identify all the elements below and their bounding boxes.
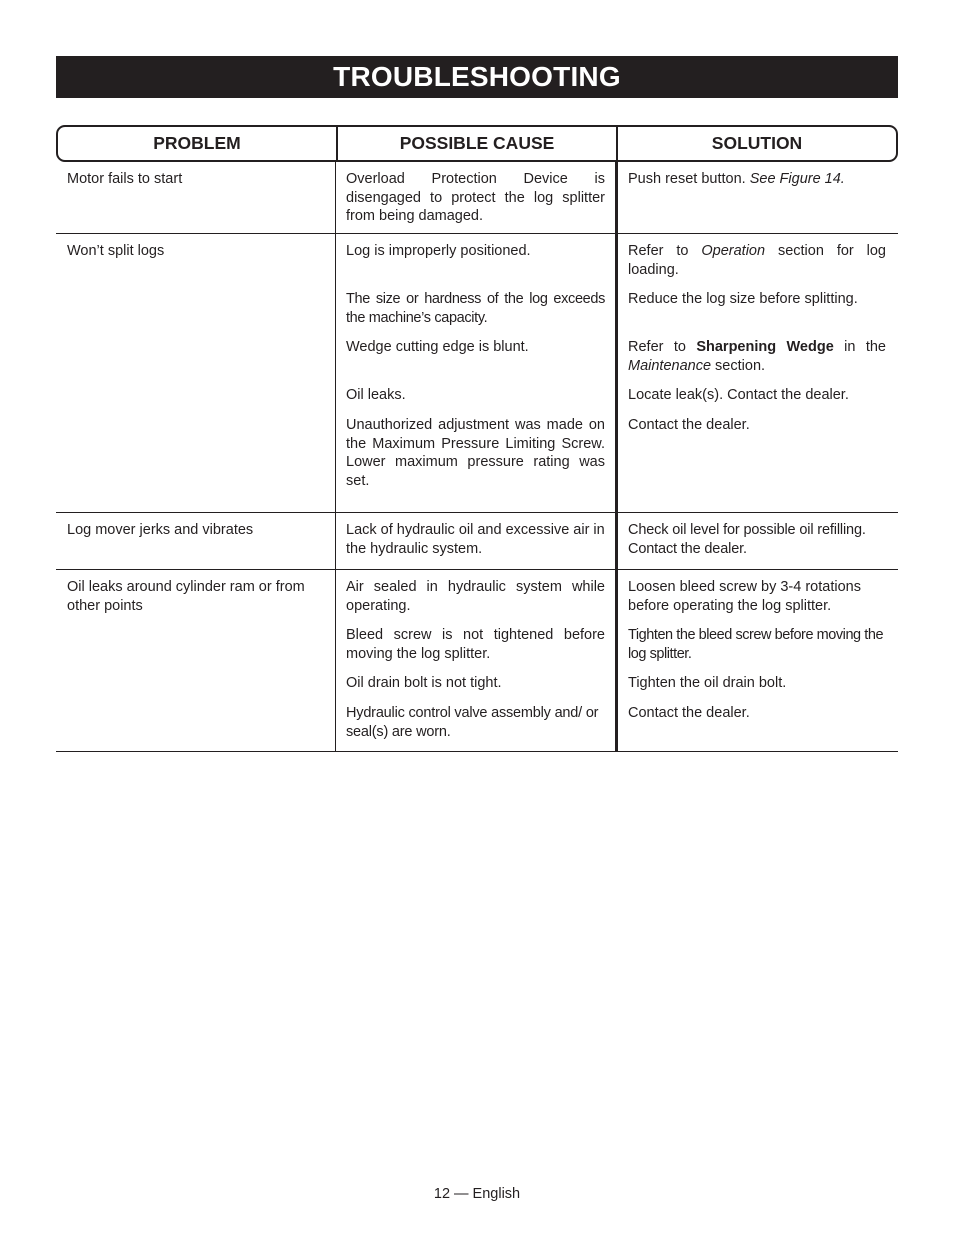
troubleshooting-table — [56, 125, 898, 752]
page-footer: 12 — English — [433, 1186, 521, 1202]
solution-ref: Operation — [701, 243, 766, 259]
header-solution: SOLUTION — [616, 127, 896, 160]
solution-text: Contact the dealer. — [628, 705, 750, 721]
cause-cell — [335, 234, 615, 512]
solution-ref: Sharpening Wedge — [696, 339, 834, 355]
cause-cell — [335, 162, 615, 233]
solution-cell — [615, 234, 898, 512]
cause-text: Lack of hydraulic oil and excessive air in the hydraulic system. — [346, 522, 605, 557]
page-title: TROUBLESHOOTING — [56, 56, 898, 98]
solution-part: section. — [711, 357, 766, 374]
cause-text: Oil leaks. — [346, 387, 406, 403]
solution-text — [628, 338, 886, 375]
solution-text: Loosen bleed screw by 3-4 rotations before operating the log splitter. — [628, 579, 861, 614]
cause-text: Oil drain bolt is not tight. — [346, 675, 502, 691]
cause-text: Bleed screw is not tightened before moving the log splitter. — [346, 627, 605, 662]
cause-text: Log is improperly positioned. — [346, 243, 531, 259]
solution-text: Contact the dealer. — [628, 417, 750, 433]
solution-cell — [615, 162, 898, 233]
cause-cell — [335, 513, 615, 569]
solution-ref: See Figure 14. — [749, 171, 845, 187]
table-header — [56, 125, 898, 162]
solution-text: Push reset button. — [628, 171, 750, 187]
solution-part: Refer to — [628, 243, 702, 259]
solution-text: Tighten the bleed screw before moving the log splitter. — [628, 627, 884, 662]
solution-ref: Maintenance — [628, 357, 712, 374]
solution-text: Tighten the oil drain bolt. — [628, 675, 787, 691]
table-row — [56, 162, 898, 234]
problem-cell: Oil leaks around cylinder ram or from other points — [67, 579, 305, 614]
problem-cell: Log mover jerks and vibrates — [67, 522, 254, 538]
cause-text: Hydraulic control valve assembly and/ or seal(s) are worn. — [346, 705, 599, 740]
solution-part: in the — [833, 339, 886, 355]
cause-text: The size or hardness of the log exceeds the machine’s capacity. — [346, 291, 605, 326]
solution-part: Refer to — [628, 339, 697, 355]
solution-part: section for log loading. — [628, 243, 886, 278]
cause-cell — [335, 570, 615, 751]
solution-text: Locate leak(s). Contact the dealer. — [628, 387, 849, 403]
cause-text: Air sealed in hydraulic system while operating. — [346, 579, 605, 614]
cause-text: Unauthorized adjustment was made on the Maximum Pressure Limiting Screw. Lower maximum pressure rating was set. — [346, 417, 605, 489]
solution-text — [628, 242, 886, 279]
header-possible-cause: POSSIBLE CAUSE — [336, 127, 616, 160]
solution-cell — [615, 513, 898, 569]
table-row — [56, 234, 898, 513]
table-row — [56, 570, 898, 752]
cause-text: Wedge cutting edge is blunt. — [346, 339, 529, 355]
problem-cell: Motor fails to start — [67, 171, 183, 187]
problem-cell: Won’t split logs — [67, 243, 165, 259]
solution-text: Check oil level for possible oil refilling. Contact the dealer. — [628, 522, 866, 557]
solution-cell — [615, 570, 898, 751]
table-row — [56, 513, 898, 570]
header-problem: PROBLEM — [153, 133, 241, 153]
cause-text: Overload Protection Device is disengaged to protect the log splitter from being damaged. — [346, 171, 605, 225]
table-body — [56, 162, 898, 752]
solution-text: Reduce the log size before splitting. — [628, 291, 858, 307]
